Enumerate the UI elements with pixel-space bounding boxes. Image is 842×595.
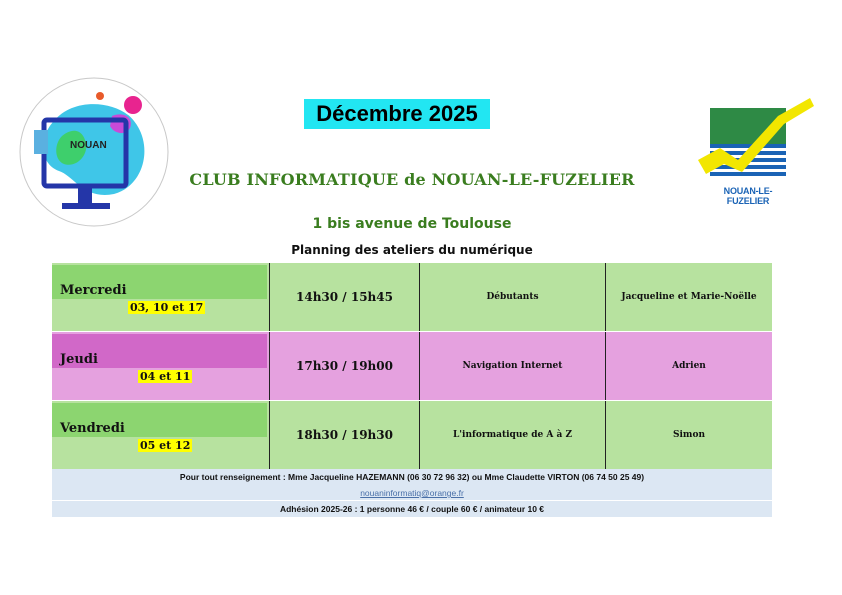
animator-cell: Jacqueline et Marie-Noëlle [605,263,772,331]
club-address: 1 bis avenue de Toulouse [312,216,512,232]
time-cell: 14h30 / 15h45 [269,263,419,331]
schedule-table [52,263,772,470]
town-logo-text: NOUAN-LE-FUZELIER [723,186,773,206]
page-title: Décembre 2025 [304,99,490,129]
dates-highlight: 04 et 11 [140,370,191,383]
workshop-cell: Débutants [419,263,605,331]
workshop-cell: L'informatique de A à Z [419,401,605,469]
club-logo [14,76,174,228]
schedule-row-wednesday [52,263,772,332]
time-cell: 17h30 / 19h00 [269,332,419,400]
day-label: Vendredi [60,421,125,436]
dates-highlight: 03, 10 et 17 [130,301,204,314]
time-cell: 18h30 / 19h30 [269,401,419,469]
animator-cell: Adrien [605,332,772,400]
day-cell [52,263,269,331]
schedule-row-friday [52,401,772,470]
email-link[interactable]: nouaninformatiq@orange.fr [360,488,464,498]
club-name: CLUB INFORMATIQUE de NOUAN-LE-FUZELIER [189,170,635,189]
planning-subtitle: Planning des ateliers du numérique [291,243,533,257]
schedule-row-thursday [52,332,772,401]
contact-footer [52,469,772,517]
day-label: Mercredi [60,283,127,298]
day-label: Jeudi [60,352,98,367]
club-logo-text: NOUAN [70,140,107,151]
day-cell [52,332,269,400]
dates-highlight: 05 et 12 [140,439,191,452]
contact-info: Pour tout renseignement : Mme Jacqueline HAZEMANN (06 30 72 96 32) ou Mme Claudette VIRTON (06 74 50 25 49) [179,472,645,482]
membership-info: Adhésion 2025-26 : 1 personne 46 € / couple 60 € / animateur 10 € [52,500,772,517]
workshop-cell: Navigation Internet [419,332,605,400]
animator-cell: Simon [605,401,772,469]
day-cell [52,401,269,469]
